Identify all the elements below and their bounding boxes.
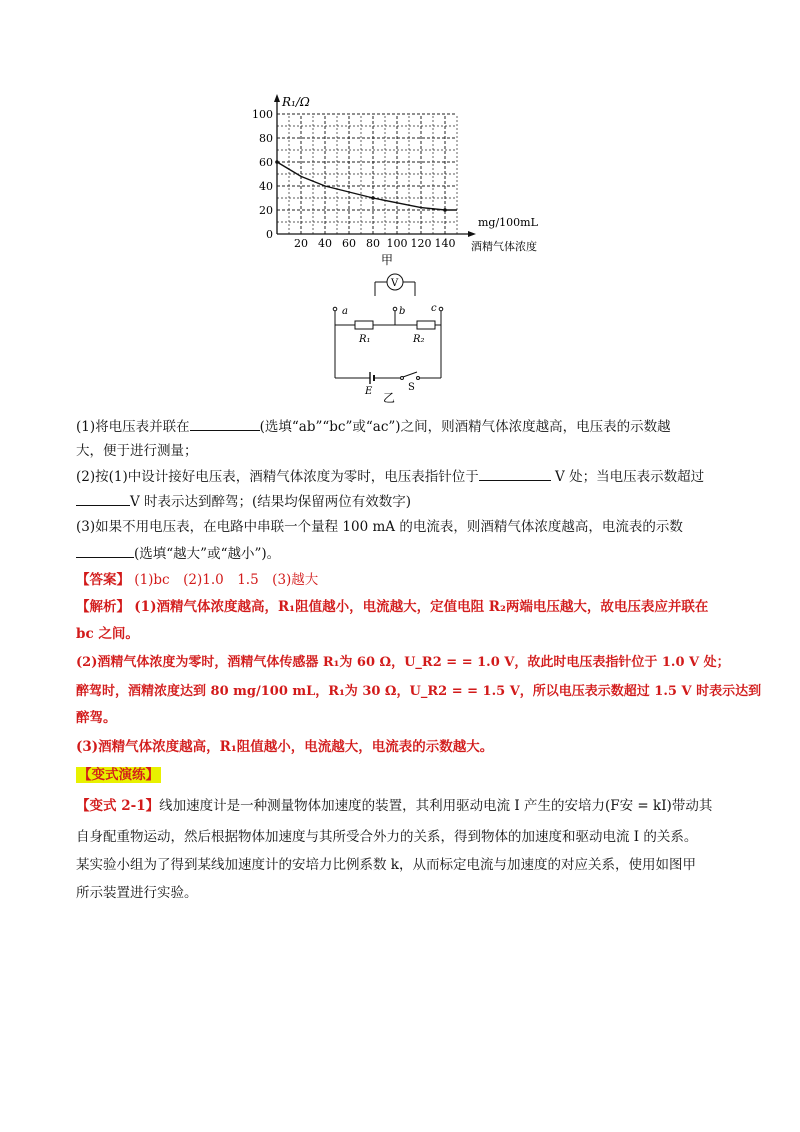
analysis-label: 【解析】 [76,599,130,615]
x-axis-arrow [468,231,476,237]
question-1: (1)将电压表并联在 (选填“ab”“bc”或“ac”)之间，则酒精气体浓度越高，电压表的示数越 [76,416,671,437]
battery-label: E [365,386,373,397]
question-2: (2)按(1)中设计接好电压表，酒精气体浓度为零时，电压表指针位于 V 处；当电压表示数超过 [76,466,704,487]
question-2-cont: V 时表示达到醉驾；(结果均保留两位有效数字) [76,491,411,512]
terminal-a-icon [333,307,337,311]
practice-label: 【变式 2-1】 [76,798,160,814]
y-axis-arrow [274,94,280,102]
graph-caption: 甲 [381,253,394,267]
question-1-cont: 大，便于进行测量； [76,443,198,459]
y-axis-label: R₁/Ω [282,95,310,109]
y-tick-labels [252,108,273,241]
analysis-line-3: (2)酒精气体浓度为零时，酒精气体传感器 R₁为 60 Ω，U_R2 = = 1.0 V，故此时电压表指针位于 1.0 V 处； [76,655,730,670]
resistor-r1-label: R₁ [359,334,371,345]
curve-point [275,160,279,164]
practice-header: 【变式演练】 [78,767,159,783]
resistor-r1-icon [355,321,373,329]
x-tick-label: 60 [342,237,356,250]
answer-label: 【答案】 [76,572,130,588]
answer-line [76,570,318,590]
resistor-r2-icon [417,321,435,329]
x-tick-label: 40 [318,237,332,250]
x-tick-label: 140 [434,237,456,250]
curve-point [371,196,375,200]
practice-line-4: 所示装置进行实验。 [76,885,198,901]
analysis-line-6: (3)酒精气体浓度越高，R₁阻值越小，电流越大，电流表的示数越大。 [76,739,494,755]
circuit-caption: 乙 [383,391,396,403]
y-tick-label: 0 [266,228,273,241]
practice-line-3: 某实验小组为了得到某线加速度计的安培力比例系数 k，从而标定电流与加速度的对应关系，使用如图甲 [76,857,696,873]
terminal-c-icon [439,307,443,311]
analysis-line-2: bc 之间。 [76,626,139,642]
y-tick-label: 40 [259,180,273,193]
terminal-b-label: b [399,306,406,317]
y-tick-label: 100 [252,108,273,121]
x-tick-label: 80 [366,237,380,250]
analysis-line-4: 醉驾时，酒精浓度达到 80 mg/100 mL，R₁为 30 Ω，U_R2 = = 1.5 V，所以电压表示数超过 1.5 V 时表示达到 [76,684,762,699]
terminal-a-label: a [342,306,348,317]
circuit-diagram [325,268,455,403]
analysis-line-5: 醉驾。 [76,710,117,726]
answer-text: (1)bc (2)1.0 1.5 (3)越大 [134,572,319,588]
question-3-cont: (选填“越大”或“越小”)。 [76,543,280,564]
x-tick-label: 20 [294,237,308,250]
answer-blank-3[interactable] [76,491,130,506]
terminal-c-label: c [431,303,437,314]
question-3: (3)如果不用电压表，在电路中串联一个量程 100 mA 的电流表，则酒精气体浓度越高，电流表的示数 [76,519,683,535]
voltmeter-symbol: V [391,278,399,289]
y-tick-label: 60 [259,156,273,169]
switch-icon [403,372,417,377]
analysis-line-1: 【解析】 (1)酒精气体浓度越高，R₁阻值越小，电流越大，定值电阻 R₂两端电压越大，故电压表应并联在 [76,599,709,615]
graph-grid [277,114,457,234]
practice-line-2: 自身配重物运动，然后根据物体加速度与其所受合外力的关系，得到物体的加速度和驱动电流 I 的关系。 [76,829,698,845]
practice-line-1: 【变式 2-1】线加速度计是一种测量物体加速度的装置，其利用驱动电流 I 产生的安培力(F安 = kI)带动其 [76,798,713,814]
x-unit-label: mg/100mL [478,216,538,229]
y-tick-label: 80 [259,132,273,145]
switch-label: S [408,382,415,393]
answer-blank-2[interactable] [479,466,551,481]
x-axis-label: 酒精气体浓度 [471,240,537,253]
answer-blank-1[interactable] [190,416,260,431]
resistance-concentration-graph [250,92,570,268]
x-tick-label: 100 [386,237,408,250]
terminal-b-icon [393,307,397,311]
answer-blank-4[interactable] [76,543,134,558]
resistor-r2-label: R₂ [413,334,425,345]
curve-point [443,208,447,212]
y-tick-label: 20 [259,204,273,217]
x-tick-labels [294,237,456,250]
x-tick-label: 120 [410,237,432,250]
